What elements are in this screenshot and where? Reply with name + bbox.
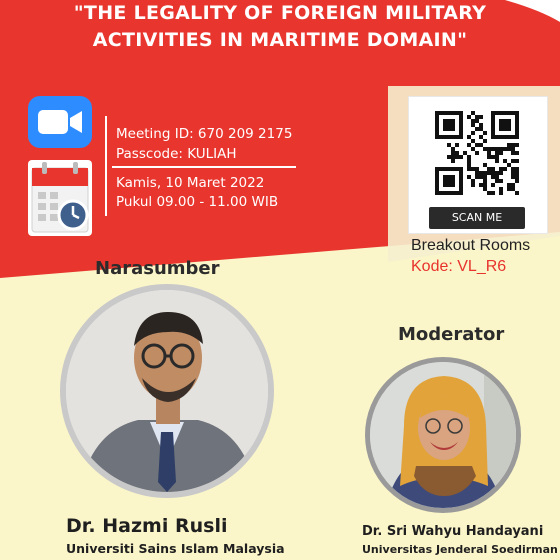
event-title-line-1: "THE LEGALITY OF FOREIGN MILITARY xyxy=(73,2,487,24)
moderator-affiliation: Universitas Jenderal Soedirman xyxy=(362,543,558,556)
meeting-id-text: Meeting ID: 670 209 2175 xyxy=(116,126,293,142)
calendar-clock-icon xyxy=(28,160,92,236)
date-text: Kamis, 10 Maret 2022 xyxy=(116,175,265,191)
room-code-label: Kode: VL_R6 xyxy=(411,258,507,275)
moderator-name: Dr. Sri Wahyu Handayani xyxy=(362,524,544,539)
info-vertical-divider xyxy=(105,116,107,216)
passcode-text: Passcode: KULIAH xyxy=(116,146,237,162)
speaker-photo xyxy=(58,282,276,504)
time-text: Pukul 09.00 - 11.00 WIB xyxy=(116,194,279,210)
breakout-rooms-label: Breakout Rooms xyxy=(411,237,531,254)
video-camera-icon xyxy=(28,96,92,148)
info-horizontal-divider xyxy=(112,166,296,168)
speaker-affiliation: Universiti Sains Islam Malaysia xyxy=(66,541,285,556)
scan-me-label: SCAN ME xyxy=(429,207,525,229)
moderator-photo xyxy=(364,356,522,518)
speaker-name: Dr. Hazmi Rusli xyxy=(66,515,228,537)
speaker-heading: Narasumber xyxy=(95,258,220,279)
moderator-heading: Moderator xyxy=(398,324,505,345)
event-title-line-2: ACTIVITIES IN MARITIME DOMAIN" xyxy=(92,29,468,51)
